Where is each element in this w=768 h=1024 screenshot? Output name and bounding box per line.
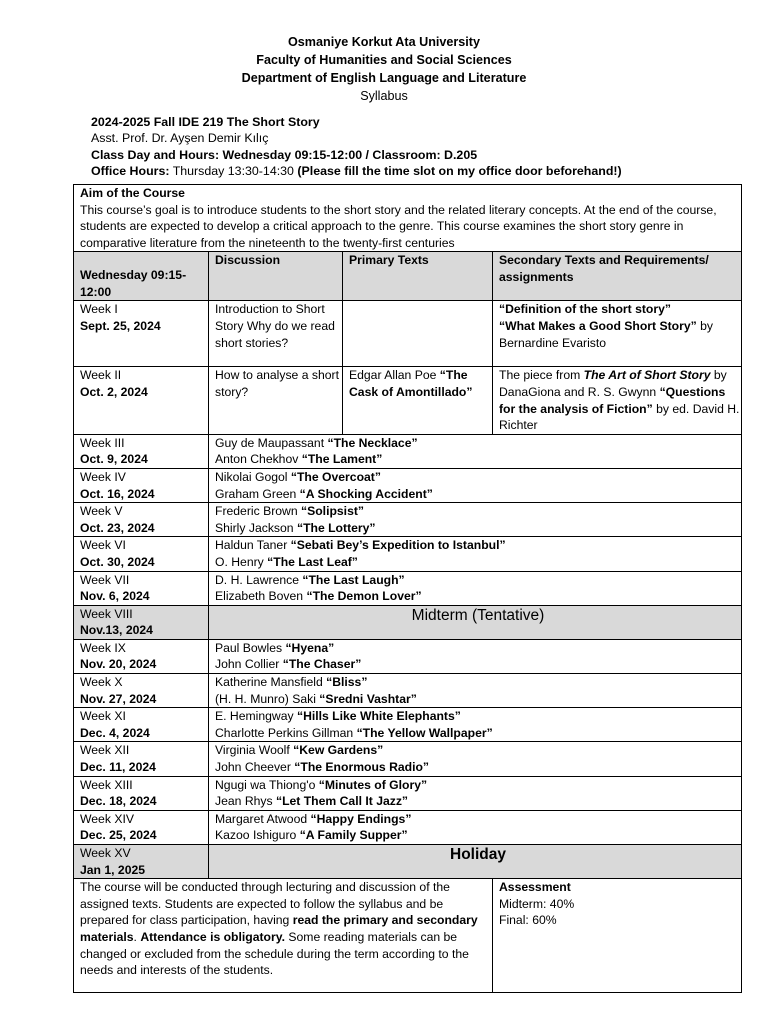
author: John Cheever [215,760,295,775]
table-row [74,434,742,468]
author: Margaret Atwood [215,811,311,826]
primary-cell [343,367,493,434]
faculty-name: Faculty of Humanities and Social Sciences [256,53,512,67]
secondary-book-title: The Art of Short Story [583,368,711,383]
secondary-cell [493,367,742,434]
footer-row [74,879,742,993]
table-row [74,639,742,673]
policy-text: . [133,929,141,944]
author: Guy de Maupassant [215,435,328,450]
office-hours-time: Thursday 13:30-14:30 [169,164,298,178]
story-title: “Solipsist” [301,504,364,519]
document-type: Syllabus [360,89,408,103]
readings-cell [209,503,742,537]
header-day: Wednesday 09:15-12:00 [74,252,209,301]
office-hours [91,163,622,180]
story-title: “The Last Laugh” [302,572,405,587]
reading-line [215,725,741,742]
story-title: “The Lament” [301,452,383,467]
author: Elizabeth Boven [215,589,307,604]
assessment-title: Assessment [499,880,571,895]
week-cell [74,301,209,367]
author: Nikolai Gogol [215,469,291,484]
reading-line [215,435,741,452]
reading-line [215,691,741,708]
secondary-text: by Bernardine Evaristo [499,318,713,350]
week-date: Nov. 20, 2024 [80,657,157,672]
reading-line [215,451,741,468]
week-cell [74,537,209,571]
week-label: Week XII [80,743,130,758]
reading-line [215,811,741,828]
weeks-group-a [74,434,742,605]
story-title: “The Chaser” [282,657,362,672]
week-date: Oct. 23, 2024 [80,520,155,535]
week-label: Week V [80,504,123,519]
secondary-cell [493,301,742,367]
story-title: “Hills Like White Elephants” [296,709,461,724]
author: Paul Bowles [215,640,286,655]
week-label: Week XIII [80,777,133,792]
reading-line [215,486,741,503]
author: Haldun Taner [215,538,291,553]
week-cell [74,674,209,708]
author: Virginia Woolf [215,743,294,758]
week-cell [74,639,209,673]
story-title: “Minutes of Glory” [318,777,428,792]
instructor-name: Asst. Prof. Dr. Ayşen Demir Kılıç [91,131,269,145]
table-row [74,503,742,537]
readings-cell [209,708,742,742]
author: Charlotte Perkins Gillman [215,725,357,740]
reading-line [215,777,741,794]
week-date: Dec. 11, 2024 [80,760,156,775]
reading-line [215,656,741,673]
university-name: Osmaniye Korkut Ata University [288,35,480,49]
reading-line [215,708,741,725]
author: D. H. Lawrence [215,572,303,587]
week-label: Week VIII [80,606,133,621]
week-date: Dec. 18, 2024 [80,794,157,809]
table-row [74,537,742,571]
header-secondary: Secondary Texts and Requirements/ assignments [493,252,742,301]
week-date: Nov. 6, 2024 [80,589,150,604]
class-hours: Class Day and Hours: Wednesday 09:15-12:00 / Classroom: D.205 [91,148,478,162]
reading-line [215,827,741,844]
week-label: Week VI [80,538,126,553]
secondary-text: by DanaGiona and R. S. Gwynn [499,368,727,399]
attendance-note: Attendance is obligatory. [140,929,286,944]
reading-line [215,759,741,776]
office-hours-label: Office Hours: [91,164,170,178]
week-label: Week IV [80,469,126,484]
week-date: Jan 1, 2025 [80,862,146,877]
story-title: “The Necklace” [327,435,418,450]
week-label: Week I [80,302,118,317]
reading-line [215,469,741,486]
week-cell [74,605,209,639]
story-title: “Kew Gardens” [293,743,384,758]
story-title: “Sredni Vashtar” [319,691,417,706]
author: Jean Rhys [215,794,276,809]
week-label: Week XV [80,846,131,860]
week-label: Week X [80,675,123,690]
author: John Collier [215,657,283,672]
week-cell [74,845,209,879]
week-date: Oct. 9, 2024 [80,452,148,467]
readings-cell [209,810,742,844]
story-title: “Bliss” [326,675,368,690]
secondary-text: “What Makes a Good Short Story” [499,318,697,333]
author: Shirly Jackson [215,520,297,535]
policy-text: Some reading materials can be changed or excluded from the schedule during the term according to the needs and interests of the students. [80,929,469,978]
header-primary: Primary Texts [343,252,493,301]
story-title: “Hyena” [285,640,335,655]
primary-title: “The Cask of Amontillado” [349,368,473,399]
week-date: Sept. 25, 2024 [80,318,161,333]
author: Graham Green [215,486,300,501]
week-cell [74,708,209,742]
readings-cell [209,434,742,468]
table-header-row [74,252,742,301]
discussion-cell: Introduction to Short Story Why do we read short stories? [209,301,343,367]
department-name: Department of English Language and Literature [241,71,527,85]
story-title: “The Last Leaf” [267,554,358,569]
readings-cell [209,674,742,708]
reading-line [215,520,741,537]
reading-line [215,537,741,554]
secondary-text: The piece from [499,368,584,383]
office-hours-note: (Please fill the time slot on my office door beforehand!) [297,164,622,178]
week-date: Dec. 25, 2024 [80,828,157,843]
course-title: 2024-2025 Fall IDE 219 The Short Story [91,115,320,129]
author: (H. H. Munro) Saki [215,691,320,706]
table-row [74,708,742,742]
story-title: “The Enormous Radio” [294,760,430,775]
policy-emphasis: read the primary and secondary materials [80,913,478,944]
story-title: “Sebati Bey’s Expedition to Istanbul” [290,538,506,553]
readings-cell [209,468,742,502]
week-cell [74,742,209,776]
story-title: “The Overcoat” [290,469,381,484]
readings-cell [209,537,742,571]
week-date: Oct. 16, 2024 [80,486,155,501]
reading-line [215,588,741,605]
reading-line [215,503,741,520]
week-date: Oct. 30, 2024 [80,554,155,569]
policy-text: The course will be conducted through lecturing and discussion of the assigned texts. Students are expected to follow the syllabus and be prepared for class participation, having [80,880,450,928]
midterm-label: Midterm (Tentative) [209,605,742,639]
readings-cell [209,571,742,605]
table-row [74,776,742,810]
discussion-cell: How to analyse a short story? [209,367,343,434]
reading-line [215,640,741,657]
week-date: Dec. 4, 2024 [80,725,150,740]
table-row [74,468,742,502]
author: Katherine Mansfield [215,675,327,690]
story-title: “The Lottery” [296,520,376,535]
week-label: Week III [80,435,125,450]
assessment-final: Final: 60% [499,913,557,928]
primary-author: Edgar Allan Poe [349,368,440,383]
secondary-text: by ed. David H. Richter [499,401,740,433]
author: O. Henry [215,554,268,569]
week-label: Week IX [80,640,126,655]
story-title: “A Shocking Accident” [299,486,433,501]
table-row [74,742,742,776]
reading-line [215,793,741,810]
week-label: Week II [80,368,122,383]
author: Kazoo Ishiguro [215,828,300,843]
midterm-row [74,605,742,639]
week-date: Nov.13, 2024 [80,623,153,638]
aim-row [74,185,742,252]
story-title: “Happy Endings” [310,811,412,826]
table-row [74,367,742,434]
week-cell [74,367,209,434]
author: E. Hemingway [215,709,297,724]
syllabus-table [73,184,742,993]
week-cell [74,503,209,537]
week-label: Week XI [80,709,126,724]
table-row [74,810,742,844]
primary-cell [343,301,493,367]
holiday-label: Holiday [209,845,742,879]
secondary-text: “Definition of the short story” [499,302,671,317]
author: Anton Chekhov [215,452,302,467]
week-cell [74,468,209,502]
readings-cell [209,639,742,673]
course-policy [74,879,493,993]
week-date: Nov. 27, 2024 [80,691,157,706]
aim-text: This course’s goal is to introduce students to the short story and the related literary concepts. At the end of the course, students are expected to develop a critical approach to the genre. This course examines the short story genre in comparative literature from the nineteenth to the twenty-first centuries [80,202,717,250]
table-row [74,571,742,605]
week-cell [74,810,209,844]
holiday-row [74,845,742,879]
table-row [74,674,742,708]
week-label: Week XIV [80,811,134,826]
readings-cell [209,742,742,776]
week-cell [74,776,209,810]
secondary-text: “Questions for the analysis of Fiction” [499,384,726,416]
week-date: Oct. 2, 2024 [80,384,148,399]
week-label: Week VII [80,572,130,587]
reading-line [215,674,741,691]
story-title: “Let Them Call It Jazz” [275,794,409,809]
weeks-group-b [74,639,742,844]
reading-line [215,572,741,589]
story-title: “A Family Supper” [299,828,408,843]
reading-line [215,554,741,571]
author: Ngugi wa Thiong'o [215,777,319,792]
assessment-midterm: Midterm: 40% [499,896,575,911]
table-row [74,301,742,367]
week-cell [74,571,209,605]
assessment-cell [493,879,742,993]
aim-cell [74,185,742,252]
story-title: “The Yellow Wallpaper” [356,725,493,740]
header-discussion: Discussion [209,252,343,301]
story-title: “The Demon Lover” [306,589,422,604]
reading-line [215,742,741,759]
aim-title: Aim of the Course [80,186,185,200]
readings-cell [209,776,742,810]
author: Frederic Brown [215,504,302,519]
week-cell [74,434,209,468]
